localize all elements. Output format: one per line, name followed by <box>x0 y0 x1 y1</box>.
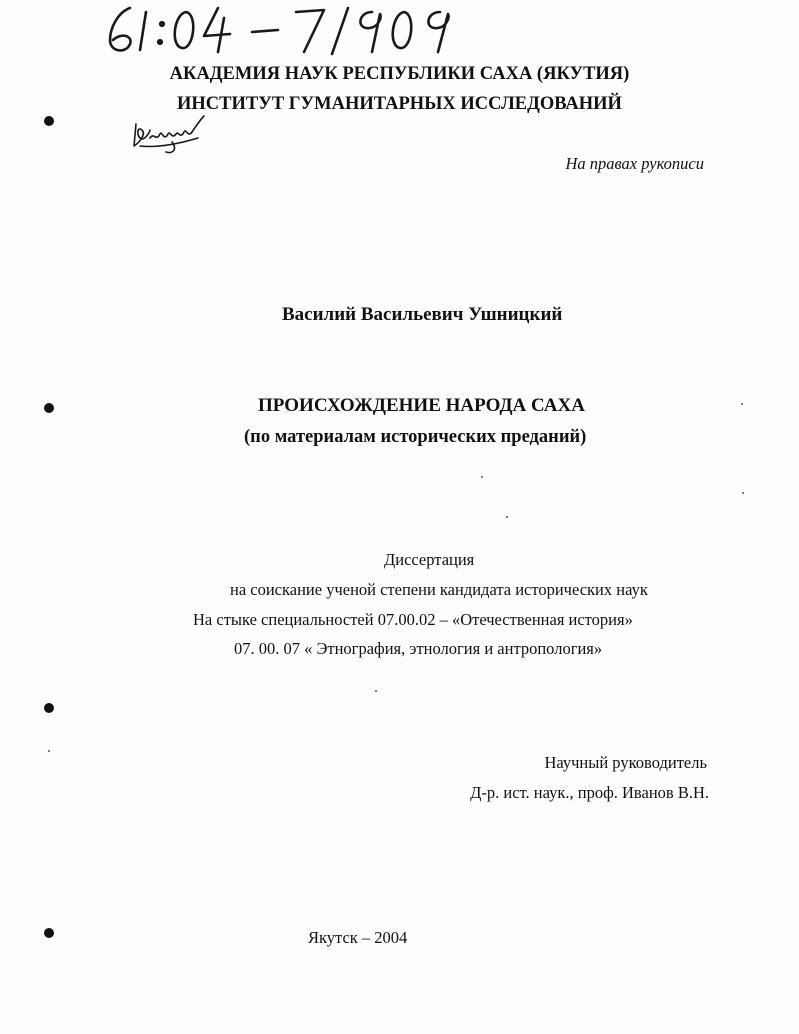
scan-speck <box>741 403 743 405</box>
binding-mark <box>44 928 54 938</box>
academy-name: АКАДЕМИЯ НАУК РЕСПУБЛИКИ САХА (ЯКУТИЯ) <box>169 64 630 84</box>
scan-speck <box>742 492 744 494</box>
dissertation-subtitle: (по материалам исторических преданий) <box>244 427 587 447</box>
manuscript-note: На правах рукописи <box>565 154 704 173</box>
handwritten-catalog-number <box>100 2 460 62</box>
degree-line: на соискание ученой степени кандидата исторических наук <box>230 580 648 599</box>
binding-mark <box>44 403 54 413</box>
scan-speck <box>506 516 508 518</box>
scan-speck <box>48 750 50 752</box>
binding-mark <box>44 703 54 713</box>
handwritten-signature <box>128 112 208 156</box>
scan-speck <box>481 476 483 478</box>
supervisor-name: Д-р. ист. наук., проф. Иванов В.Н. <box>470 783 709 802</box>
binding-mark <box>44 116 54 126</box>
specialty-line-1: На стыке специальностей 07.00.02 – «Отечественная история» <box>193 610 633 629</box>
scan-speck <box>375 690 377 692</box>
city-year: Якутск – 2004 <box>308 928 408 947</box>
supervisor-label: Научный руководитель <box>544 753 707 772</box>
dissertation-title: ПРОИСХОЖДЕНИЕ НАРОДА САХА <box>258 395 585 416</box>
institute-name: ИНСТИТУТ ГУМАНИТАРНЫХ ИССЛЕДОВАНИЙ <box>177 94 622 114</box>
specialty-line-2: 07. 00. 07 « Этнография, этнология и антропология» <box>234 639 603 658</box>
document-type-label: Диссертация <box>384 550 475 569</box>
author-name: Василий Васильевич Ушницкий <box>282 304 563 325</box>
